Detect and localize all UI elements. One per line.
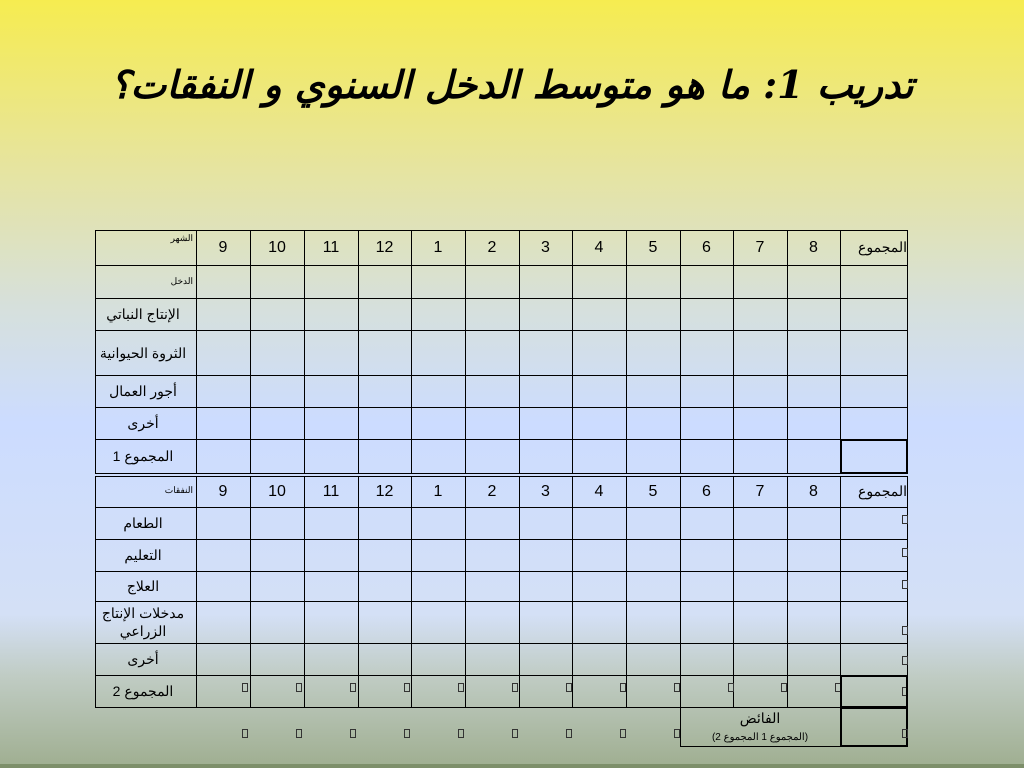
expense-col-line bbox=[572, 476, 573, 708]
surplus-label: الفائض bbox=[739, 710, 781, 726]
footer-divider bbox=[0, 764, 1024, 768]
missing-glyph-icon bbox=[350, 683, 356, 692]
expense-col-line bbox=[519, 476, 520, 708]
missing-glyph-icon bbox=[902, 515, 908, 524]
missing-glyph-icon bbox=[728, 683, 734, 692]
income-col-line bbox=[907, 230, 908, 474]
expense-row-label: العلاج bbox=[126, 578, 160, 594]
missing-glyph-icon bbox=[512, 729, 518, 738]
month-header-cell: 7 bbox=[755, 482, 765, 500]
missing-glyph-icon bbox=[902, 729, 908, 738]
month-header-cell: 12 bbox=[375, 482, 394, 500]
expense-row-label: التعليم bbox=[124, 547, 162, 563]
month-header-cell: 2 bbox=[487, 238, 497, 256]
month-header-cell: 8 bbox=[809, 482, 818, 500]
income-col-line bbox=[840, 230, 841, 474]
month-header-cell: 6 bbox=[702, 482, 711, 500]
missing-glyph-icon bbox=[902, 626, 908, 635]
expense-row-label: المجموع 2 bbox=[112, 683, 174, 699]
month-header-cell: 5 bbox=[648, 238, 658, 256]
missing-glyph-icon bbox=[242, 729, 248, 738]
income-col-line bbox=[572, 230, 573, 474]
income-col-line bbox=[787, 230, 788, 474]
surplus-total-box bbox=[840, 707, 908, 747]
month-header-cell: 1 bbox=[433, 238, 443, 256]
income-col-line bbox=[465, 230, 466, 474]
month-header-cell: 4 bbox=[594, 238, 604, 256]
income-row-label: المجموع 1 bbox=[112, 448, 174, 464]
expense-col-line bbox=[250, 476, 251, 708]
income-section-label: الدخل bbox=[170, 276, 193, 286]
month-header-cell: 11 bbox=[322, 238, 340, 256]
missing-glyph-icon bbox=[674, 729, 680, 738]
month-header-cell: 8 bbox=[809, 238, 818, 256]
missing-glyph-icon bbox=[350, 729, 356, 738]
income-col-line bbox=[680, 230, 681, 474]
month-header-cell: 2 bbox=[487, 482, 497, 500]
income-row-label: أجور العمال bbox=[109, 383, 177, 399]
missing-glyph-icon bbox=[458, 729, 464, 738]
month-header-cell: 10 bbox=[268, 238, 286, 256]
missing-glyph-icon bbox=[674, 683, 680, 692]
missing-glyph-icon bbox=[512, 683, 518, 692]
income-total-box bbox=[840, 439, 908, 474]
month-header-cell: 3 bbox=[541, 482, 550, 500]
expense-col-line bbox=[680, 476, 681, 708]
expense-col-line bbox=[411, 476, 412, 708]
month-header-cell: 4 bbox=[594, 482, 604, 500]
missing-glyph-icon bbox=[902, 656, 908, 665]
month-header-cell: 3 bbox=[541, 238, 550, 256]
missing-glyph-icon bbox=[296, 683, 302, 692]
expense-row-label: أخرى bbox=[127, 651, 159, 667]
sum-header: المجموع bbox=[858, 483, 907, 499]
income-col-line bbox=[196, 230, 197, 474]
month-header-cell: 1 bbox=[433, 482, 443, 500]
missing-glyph-icon bbox=[566, 729, 572, 738]
expense-section-label: النفقات bbox=[164, 485, 193, 495]
month-header-cell: 11 bbox=[322, 482, 340, 500]
income-row-label: الإنتاج النباتي bbox=[106, 306, 180, 322]
missing-glyph-icon bbox=[620, 729, 626, 738]
month-axis-label: الشهر bbox=[170, 233, 193, 243]
expense-col-line bbox=[304, 476, 305, 708]
expense-col-line bbox=[787, 476, 788, 708]
missing-glyph-icon bbox=[404, 683, 410, 692]
income-col-line bbox=[250, 230, 251, 474]
expense-col-line bbox=[907, 476, 908, 708]
income-col-line bbox=[95, 230, 96, 474]
expense-total-box bbox=[840, 675, 908, 708]
missing-glyph-icon bbox=[566, 683, 572, 692]
expense-row-label: الطعام bbox=[123, 515, 163, 531]
missing-glyph-icon bbox=[242, 683, 248, 692]
income-col-line bbox=[358, 230, 359, 474]
missing-glyph-icon bbox=[458, 683, 464, 692]
expense-col-line bbox=[733, 476, 734, 708]
sum-header: المجموع bbox=[858, 239, 907, 255]
month-header-cell: 12 bbox=[375, 238, 394, 256]
missing-glyph-icon bbox=[404, 729, 410, 738]
income-col-line bbox=[519, 230, 520, 474]
income-col-line bbox=[304, 230, 305, 474]
slide-title: تدريب 1: ما هو متوسط الدخل السنوي و النفقات؟ bbox=[110, 62, 914, 107]
month-header-cell: 10 bbox=[268, 482, 286, 500]
missing-glyph-icon bbox=[296, 729, 302, 738]
expense-row-label: مدخلات الإنتاج الزراعي bbox=[101, 605, 185, 639]
month-header-cell: 7 bbox=[755, 238, 765, 256]
missing-glyph-icon bbox=[902, 580, 908, 589]
expense-col-line bbox=[95, 476, 96, 708]
month-header-cell: 6 bbox=[702, 238, 711, 256]
surplus-formula: (المجموع 1 المجموع 2) bbox=[711, 732, 809, 743]
income-col-line bbox=[626, 230, 627, 474]
expense-col-line bbox=[465, 476, 466, 708]
month-header-cell: 9 bbox=[218, 482, 228, 500]
missing-glyph-icon bbox=[620, 683, 626, 692]
month-header-cell: 5 bbox=[648, 482, 658, 500]
income-col-line bbox=[411, 230, 412, 474]
income-row-label: أخرى bbox=[127, 415, 159, 431]
income-row-label: الثروة الحيوانية bbox=[99, 344, 187, 361]
income-col-line bbox=[733, 230, 734, 474]
expense-col-line bbox=[196, 476, 197, 708]
missing-glyph-icon bbox=[902, 548, 908, 557]
missing-glyph-icon bbox=[781, 683, 787, 692]
expense-col-line bbox=[840, 476, 841, 708]
month-header-cell: 9 bbox=[218, 238, 228, 256]
expense-col-line bbox=[626, 476, 627, 708]
expense-col-line bbox=[358, 476, 359, 708]
